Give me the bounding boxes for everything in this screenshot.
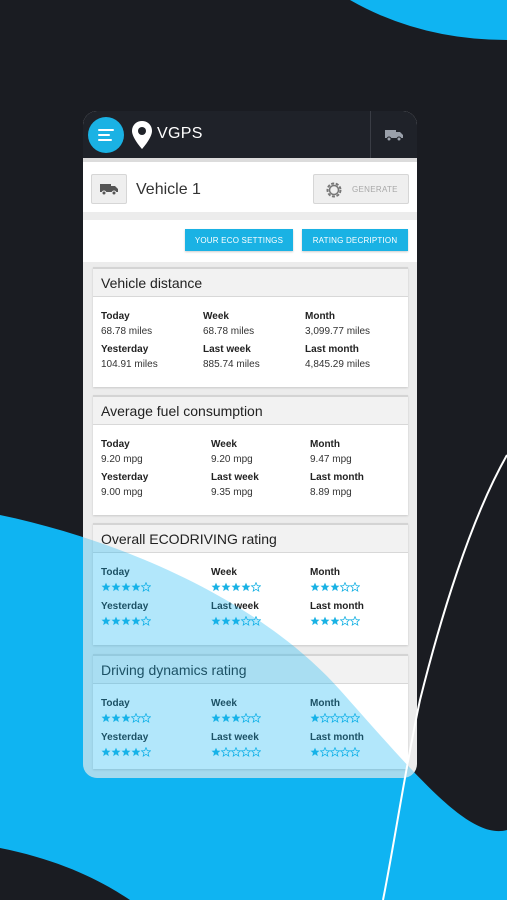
distance-week: Week 68.78 miles — [203, 311, 255, 337]
star-rating — [211, 713, 261, 723]
star-rating — [310, 582, 360, 592]
star-empty-icon — [330, 713, 340, 723]
star-filled-icon — [121, 747, 131, 757]
truck-icon — [384, 128, 404, 142]
star-filled-icon — [211, 747, 221, 757]
star-filled-icon — [131, 616, 141, 626]
truck-icon — [99, 182, 119, 196]
star-filled-icon — [221, 582, 231, 592]
rating-description-button[interactable]: RATING DECRIPTION — [302, 229, 408, 251]
card-title: Vehicle distance — [93, 269, 408, 297]
star-filled-icon — [320, 582, 330, 592]
star-rating — [101, 713, 151, 723]
star-filled-icon — [211, 713, 221, 723]
eco-rating-month: Month — [310, 567, 360, 592]
eco-rating-week: Week — [211, 567, 261, 592]
star-empty-icon — [251, 713, 261, 723]
app-bar — [83, 111, 417, 158]
vehicle-name: Vehicle 1 — [136, 181, 201, 198]
star-filled-icon — [111, 582, 121, 592]
generate-button[interactable] — [313, 174, 409, 204]
star-filled-icon — [211, 582, 221, 592]
eco-settings-button[interactable]: YOUR ECO SETTINGS — [185, 229, 293, 251]
distance-last-week: Last week 885.74 miles — [203, 344, 260, 370]
star-empty-icon — [320, 747, 330, 757]
star-rating — [211, 582, 261, 592]
star-rating — [310, 713, 360, 723]
star-filled-icon — [231, 582, 241, 592]
dynamics-rating-last-month: Last month — [310, 732, 364, 757]
vehicles-tab[interactable] — [370, 111, 417, 158]
star-filled-icon — [111, 616, 121, 626]
star-empty-icon — [251, 582, 261, 592]
phone-screen — [83, 111, 417, 778]
dynamics-rating-yesterday: Yesterday — [101, 732, 151, 757]
card-title: Overall ECODRIVING rating — [93, 525, 408, 553]
star-empty-icon — [340, 616, 350, 626]
star-empty-icon — [350, 616, 360, 626]
star-filled-icon — [221, 616, 231, 626]
star-rating — [101, 582, 151, 592]
star-rating — [310, 747, 364, 757]
star-empty-icon — [241, 616, 251, 626]
dynamics-rating-week: Week — [211, 698, 261, 723]
distance-yesterday: Yesterday 104.91 miles — [101, 344, 158, 370]
fuel-card — [93, 395, 408, 515]
star-rating — [101, 747, 151, 757]
eco-rating-today: Today — [101, 567, 151, 592]
star-filled-icon — [310, 713, 320, 723]
star-filled-icon — [101, 713, 111, 723]
star-empty-icon — [141, 616, 151, 626]
star-filled-icon — [221, 713, 231, 723]
star-empty-icon — [241, 713, 251, 723]
menu-button[interactable] — [88, 117, 124, 153]
star-filled-icon — [101, 616, 111, 626]
eco-rating-card — [93, 523, 408, 645]
star-filled-icon — [310, 747, 320, 757]
star-filled-icon — [111, 747, 121, 757]
star-filled-icon — [101, 747, 111, 757]
card-title: Average fuel consumption — [93, 397, 408, 425]
star-empty-icon — [221, 747, 231, 757]
star-empty-icon — [251, 616, 261, 626]
fuel-week: Week 9.20 mpg — [211, 439, 253, 465]
star-filled-icon — [231, 713, 241, 723]
star-rating — [211, 616, 261, 626]
star-empty-icon — [340, 713, 350, 723]
card-title: Driving dynamics rating — [93, 656, 408, 684]
star-filled-icon — [121, 713, 131, 723]
vehicle-picker-button[interactable] — [91, 174, 127, 204]
star-filled-icon — [241, 582, 251, 592]
star-rating — [310, 616, 364, 626]
star-filled-icon — [330, 582, 340, 592]
star-empty-icon — [141, 713, 151, 723]
star-empty-icon — [241, 747, 251, 757]
star-filled-icon — [310, 582, 320, 592]
star-rating — [101, 616, 151, 626]
settings-buttons — [83, 220, 417, 262]
distance-month: Month 3,099.77 miles — [305, 311, 371, 337]
star-empty-icon — [350, 747, 360, 757]
dynamics-rating-month: Month — [310, 698, 360, 723]
star-filled-icon — [131, 582, 141, 592]
star-filled-icon — [330, 616, 340, 626]
location-pin-icon — [131, 120, 153, 150]
fuel-month: Month 9.47 mpg — [310, 439, 352, 465]
star-empty-icon — [131, 713, 141, 723]
star-empty-icon — [340, 747, 350, 757]
dynamics-rating-last-week: Last week — [211, 732, 261, 757]
dynamics-rating-today: Today — [101, 698, 151, 723]
distance-today: Today 68.78 miles — [101, 311, 153, 337]
eco-rating-last-week: Last week — [211, 601, 261, 626]
star-filled-icon — [231, 616, 241, 626]
star-empty-icon — [141, 747, 151, 757]
star-empty-icon — [231, 747, 241, 757]
star-filled-icon — [101, 582, 111, 592]
star-empty-icon — [330, 747, 340, 757]
distance-card — [93, 267, 408, 387]
star-empty-icon — [141, 582, 151, 592]
star-filled-icon — [121, 616, 131, 626]
star-empty-icon — [350, 713, 360, 723]
star-filled-icon — [310, 616, 320, 626]
star-empty-icon — [251, 747, 261, 757]
star-filled-icon — [121, 582, 131, 592]
eco-rating-last-month: Last month — [310, 601, 364, 626]
fuel-yesterday: Yesterday 9.00 mpg — [101, 472, 149, 498]
eco-rating-yesterday: Yesterday — [101, 601, 151, 626]
star-empty-icon — [340, 582, 350, 592]
star-rating — [211, 747, 261, 757]
star-empty-icon — [350, 582, 360, 592]
fuel-today: Today 9.20 mpg — [101, 439, 143, 465]
star-filled-icon — [111, 713, 121, 723]
menu-icon — [98, 129, 114, 131]
star-filled-icon — [131, 747, 141, 757]
star-empty-icon — [320, 713, 330, 723]
dynamics-rating-card — [93, 654, 408, 769]
fuel-last-week: Last week 9.35 mpg — [211, 472, 259, 498]
distance-last-month: Last month 4,845.29 miles — [305, 344, 371, 370]
vehicle-selector — [83, 158, 417, 212]
app-title: VGPS — [157, 125, 203, 142]
generate-label: GENERATE — [352, 185, 398, 194]
fuel-last-month: Last month 8.89 mpg — [310, 472, 364, 498]
star-filled-icon — [211, 616, 221, 626]
gear-icon — [324, 180, 344, 200]
star-filled-icon — [320, 616, 330, 626]
